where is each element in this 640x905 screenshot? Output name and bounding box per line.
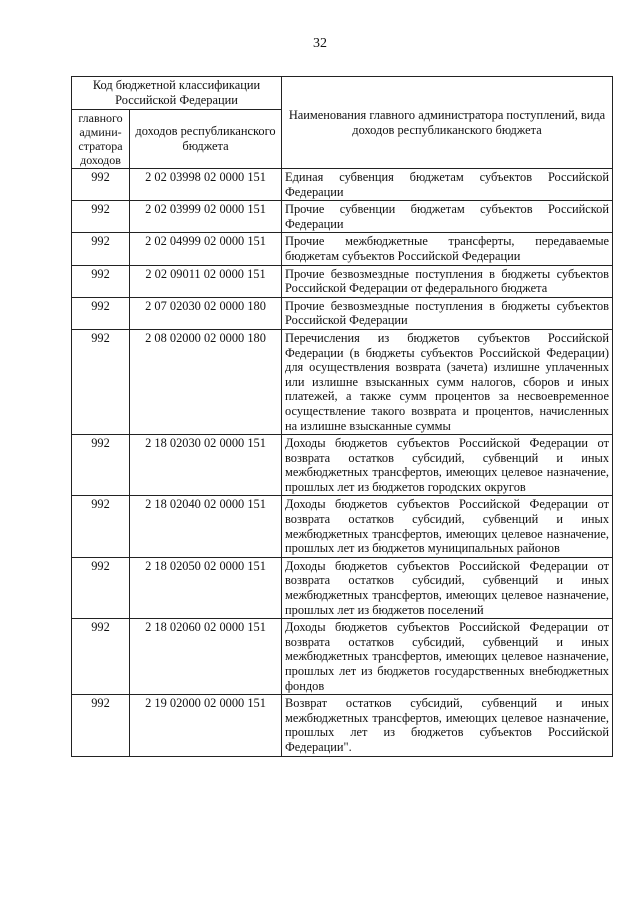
- income-name-cell: Прочие субвенции бюджетам субъектов Российской Федерации: [282, 201, 613, 233]
- income-name-cell: Возврат остатков субсидий, субвенций и иных межбюджетных трансфертов, имеющих целевое назначение, прошлых лет из бюджетов субъектов Российской Федерации".: [282, 695, 613, 756]
- budget-classification-table: [71, 76, 613, 757]
- admin-code-cell: 992: [72, 496, 130, 557]
- admin-code-cell: 992: [72, 265, 130, 297]
- income-code-cell: 2 07 02030 02 0000 180: [130, 297, 282, 329]
- income-code-cell: 2 18 02060 02 0000 151: [130, 619, 282, 695]
- admin-code-cell: 992: [72, 435, 130, 496]
- income-name-cell: Доходы бюджетов субъектов Российской Федерации от возврата остатков субсидий, субвенций и иных межбюджетных трансфертов, имеющих целевое назначение, прошлых лет из бюджетов муниципальных районов: [282, 496, 613, 557]
- header-name-column: Наименования главного администратора поступлений, вида доходов республиканского бюджета: [282, 77, 613, 169]
- table-row: [72, 297, 613, 329]
- page-number: 32: [313, 36, 327, 51]
- income-code-cell: 2 19 02000 02 0000 151: [130, 695, 282, 756]
- table-row: [72, 265, 613, 297]
- table-row: [72, 435, 613, 496]
- income-name-cell: Перечисления из бюджетов субъектов Российской Федерации (в бюджеты субъектов Российской Федерации) для осуществления возврата (зачета) излишне уплаченных или излишне взысканных сумм налогов, сборов и иных платежей, а также сумм процентов за несвоевременное осуществление такого возврата и процентов, начисленных на излишне взысканные суммы: [282, 329, 613, 434]
- header-classification-code: Код бюджетной классификации Российской Федерации: [72, 77, 282, 110]
- income-code-cell: 2 02 09011 02 0000 151: [130, 265, 282, 297]
- table-row: [72, 557, 613, 618]
- table-row: [72, 201, 613, 233]
- admin-code-cell: 992: [72, 557, 130, 618]
- income-name-cell: Прочие межбюджетные трансферты, передаваемые бюджетам субъектов Российской Федерации: [282, 233, 613, 265]
- income-name-cell: Доходы бюджетов субъектов Российской Федерации от возврата остатков субсидий, субвенций и иных межбюджетных трансфертов, имеющих целевое назначение, прошлых лет из бюджетов городских округов: [282, 435, 613, 496]
- income-code-cell: 2 02 03999 02 0000 151: [130, 201, 282, 233]
- admin-code-cell: 992: [72, 169, 130, 201]
- income-name-cell: Единая субвенция бюджетам субъектов Российской Федерации: [282, 169, 613, 201]
- table-row: [72, 233, 613, 265]
- admin-code-cell: 992: [72, 619, 130, 695]
- table-row: [72, 329, 613, 434]
- admin-code-cell: 992: [72, 695, 130, 756]
- income-code-cell: 2 18 02030 02 0000 151: [130, 435, 282, 496]
- table-row: [72, 496, 613, 557]
- table-row: [72, 695, 613, 756]
- income-name-cell: Доходы бюджетов субъектов Российской Федерации от возврата остатков субсидий, субвенций и иных межбюджетных трансфертов, имеющих целевое назначение, прошлых лет из бюджетов государственных внебюджетных фондов: [282, 619, 613, 695]
- income-code-cell: 2 02 03998 02 0000 151: [130, 169, 282, 201]
- admin-code-cell: 992: [72, 297, 130, 329]
- income-name-cell: Прочие безвозмездные поступления в бюджеты субъектов Российской Федерации от федерального бюджета: [282, 265, 613, 297]
- table-row: [72, 169, 613, 201]
- income-name-cell: Доходы бюджетов субъектов Российской Федерации от возврата остатков субсидий, субвенций и иных межбюджетных трансфертов, имеющих целевое назначение, прошлых лет из бюджетов поселений: [282, 557, 613, 618]
- income-name-cell: Прочие безвозмездные поступления в бюджеты субъектов Российской Федерации: [282, 297, 613, 329]
- income-code-cell: 2 18 02040 02 0000 151: [130, 496, 282, 557]
- table-body: [72, 169, 613, 757]
- header-income-code-column: доходов республиканского бюджета: [130, 110, 282, 169]
- table-row: [72, 619, 613, 695]
- admin-code-cell: 992: [72, 233, 130, 265]
- income-code-cell: 2 18 02050 02 0000 151: [130, 557, 282, 618]
- income-code-cell: 2 08 02000 02 0000 180: [130, 329, 282, 434]
- admin-code-cell: 992: [72, 329, 130, 434]
- header-admin-column: главного админи-стратора доходов: [72, 110, 130, 169]
- admin-code-cell: 992: [72, 201, 130, 233]
- income-code-cell: 2 02 04999 02 0000 151: [130, 233, 282, 265]
